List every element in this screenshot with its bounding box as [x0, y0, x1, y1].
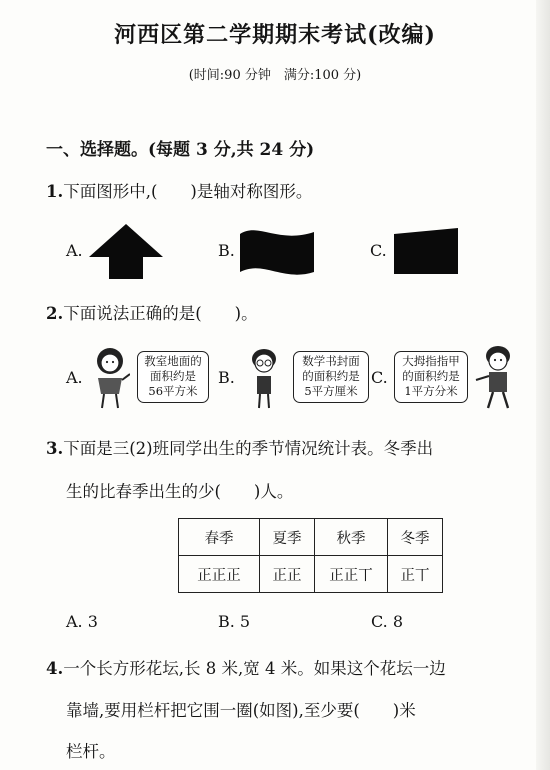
- question-4-line-2: 靠墙,要用栏杆把它围一圈(如图),至少要( )米: [66, 701, 416, 720]
- question-text: 下面说法正确的是( )。: [63, 304, 258, 323]
- table-cell: 正正: [260, 556, 315, 593]
- q1-option-a-label[interactable]: A.: [66, 241, 83, 260]
- q3-option-a[interactable]: A. 3: [66, 612, 98, 631]
- boy-with-glasses-icon: [244, 346, 284, 410]
- season-tally-table: [178, 518, 443, 593]
- q2-option-b-label[interactable]: B.: [218, 368, 235, 387]
- table-row: [179, 556, 443, 593]
- q2-option-b-bubble: 数学书封面的面积约是5平方厘米: [293, 351, 369, 403]
- question-4-line-1: [46, 655, 446, 679]
- girl-cartoon-icon: [90, 346, 130, 410]
- page-edge-shadow: [536, 0, 550, 770]
- table-cell: 正丅: [388, 556, 443, 593]
- question-4-line-3: 栏杆。: [66, 742, 116, 761]
- wavy-flag-shape-icon: [238, 226, 316, 278]
- table-header-row: [179, 519, 443, 556]
- section-heading: 一、选择题。(每题 3 分,共 24 分): [46, 140, 315, 160]
- exam-title: 河西区第二学期期末考试(改编): [114, 22, 436, 48]
- question-3-line-1: [46, 435, 433, 459]
- table-cell: 正正丅: [315, 556, 388, 593]
- question-text: 下面是三(2)班同学出生的季节情况统计表。冬季出: [63, 439, 434, 458]
- table-cell: 正正正: [179, 556, 260, 593]
- trapezoid-shape-icon: [392, 226, 460, 276]
- q2-option-c-label[interactable]: C.: [371, 368, 388, 387]
- question-number: 1.: [46, 182, 64, 201]
- q3-option-c[interactable]: C. 8: [371, 612, 404, 631]
- question-number: 4.: [46, 659, 64, 678]
- arrow-house-shape-icon: [86, 221, 166, 281]
- question-number: 2.: [46, 304, 64, 323]
- boy-pointing-icon: [474, 344, 520, 412]
- q1-option-c-label[interactable]: C.: [370, 241, 387, 260]
- question-3-line-2: 生的比春季出生的少( )人。: [66, 482, 294, 501]
- question-number: 3.: [46, 439, 64, 458]
- q2-option-a-label[interactable]: A.: [66, 368, 83, 387]
- question-text: 下面图形中,( )是轴对称图形。: [63, 182, 313, 201]
- table-header-cell: 春季: [179, 519, 260, 556]
- question-1: [46, 178, 312, 202]
- table-header-cell: 冬季: [388, 519, 443, 556]
- exam-subtitle: (时间:90 分钟 满分:100 分): [188, 68, 362, 83]
- q1-option-b-label[interactable]: B.: [218, 241, 235, 260]
- q2-option-c-bubble: 大拇指指甲的面积约是1平方分米: [394, 351, 468, 403]
- question-2: [46, 300, 258, 324]
- table-header-cell: 夏季: [260, 519, 315, 556]
- q3-option-b[interactable]: B. 5: [218, 612, 251, 631]
- question-text: 一个长方形花坛,长 8 米,宽 4 米。如果这个花坛一边: [63, 659, 446, 678]
- q2-option-a-bubble: 教室地面的面积约是56平方米: [137, 351, 209, 403]
- table-header-cell: 秋季: [315, 519, 388, 556]
